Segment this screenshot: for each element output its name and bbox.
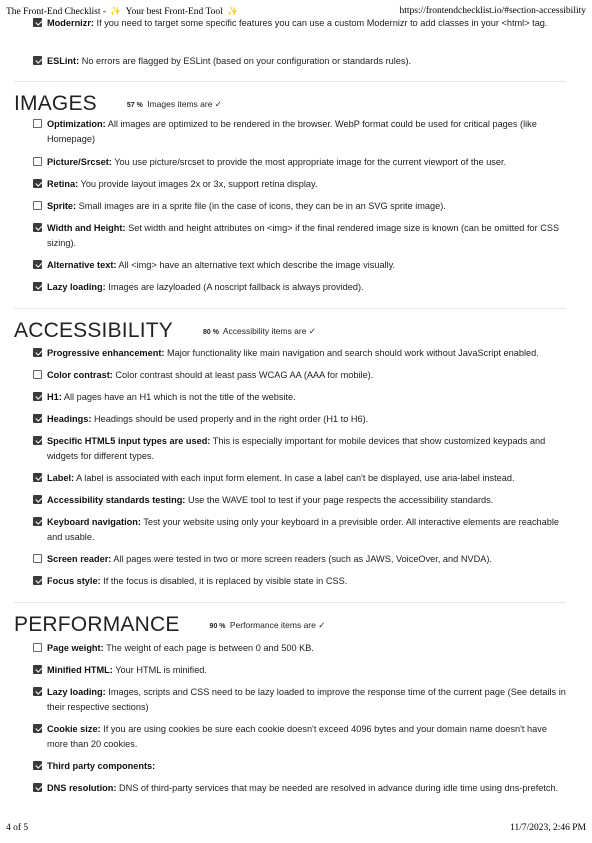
checklist-item: Retina: You provide layout images 2x or 3x, support retina display. xyxy=(14,177,566,192)
checklist-item: Label: A label is associated with each input form element. In case a label can't be displayed, use aria-label instead. xyxy=(14,471,566,486)
checklist-item: ESLint: No errors are flagged by ESLint (based on your configuration or standards rules). xyxy=(14,54,566,69)
section-title: ACCESSIBILITY xyxy=(14,319,173,342)
checklist-item: Lazy loading: Images, scripts and CSS need to be lazy loaded to improve the response time of the current page (See details in their respective sections) xyxy=(14,685,566,715)
checkbox[interactable] xyxy=(33,223,42,232)
checkbox[interactable] xyxy=(33,643,42,652)
checklist-item: H1: All pages have an H1 which is not the title of the website. xyxy=(14,390,566,405)
section-header-performance xyxy=(14,613,566,635)
checkbox[interactable] xyxy=(33,18,42,27)
checkbox[interactable] xyxy=(33,260,42,269)
print-datetime: 11/7/2023, 2:46 PM xyxy=(510,823,586,833)
checkbox[interactable] xyxy=(33,473,42,482)
checklist-item: Third party components: xyxy=(14,759,566,774)
document-title: The Front-End Checklist - ✨ Your best Front-End Tool ✨ xyxy=(6,5,239,17)
section-title: PERFORMANCE xyxy=(14,613,180,636)
checklist-item: Sprite: Small images are in a sprite file (in the case of icons, they can be in an SVG sprite image). xyxy=(14,199,566,214)
checkbox[interactable] xyxy=(33,370,42,379)
section-progress: 90 % Performance items are ✓ xyxy=(209,620,326,630)
checklist-item: Focus style: If the focus is disabled, it is replaced by visible state in CSS. xyxy=(14,574,566,589)
checkbox[interactable] xyxy=(33,282,42,291)
section-header-accessibility xyxy=(14,319,566,341)
sparkle-icon: ✨ xyxy=(227,5,239,16)
checklist-item: Picture/Srcset: You use picture/srcset to provide the most appropriate image for the current viewport of the user. xyxy=(14,155,566,170)
checkbox[interactable] xyxy=(33,56,42,65)
checklist-item: Progressive enhancement: Major functionality like main navigation and search should work without JavaScript enabled. xyxy=(14,346,566,361)
checklist-item: Specific HTML5 input types are used: This is especially important for mobile devices that show customized keypads and widgets for different types. xyxy=(14,434,566,464)
section-title: IMAGES xyxy=(14,92,97,115)
checkbox[interactable] xyxy=(33,495,42,504)
checklist-item: Accessibility standards testing: Use the WAVE tool to test if your page respects the accessibility standards. xyxy=(14,493,566,508)
checklist-item: Optimization: All images are optimized to be rendered in the browser. WebP format could be used for critical pages (like Homepage) xyxy=(14,117,566,147)
checklist-item: Headings: Headings should be used properly and in the right order (H1 to H6). xyxy=(14,412,566,427)
section-progress: 57 % Images items are ✓ xyxy=(126,99,222,109)
checkbox[interactable] xyxy=(33,665,42,674)
checkbox[interactable] xyxy=(33,201,42,210)
checklist-item: Keyboard navigation: Test your website using only your keyboard in a previsible order. All interactive elements are reachable and usable. xyxy=(14,515,566,545)
page-url: https://frontendchecklist.io/#section-accessibility xyxy=(399,6,586,16)
checklist-item: Width and Height: Set width and height attributes on <img> if the final rendered image size is known (can be omitted for CSS sizing). xyxy=(14,221,566,251)
checklist-item: DNS resolution: DNS of third-party services that may be needed are resolved in advance during idle time using dns-prefetch. xyxy=(14,781,566,811)
sparkle-icon: ✨ xyxy=(110,5,122,16)
checkbox[interactable] xyxy=(33,436,42,445)
checklist-content xyxy=(14,10,566,811)
checklist-item: Alternative text: All <img> have an alternative text which describe the image visually. xyxy=(14,258,566,273)
checkbox[interactable] xyxy=(33,687,42,696)
checkbox[interactable] xyxy=(33,179,42,188)
checkbox[interactable] xyxy=(33,783,42,792)
checkbox[interactable] xyxy=(33,724,42,733)
checklist-item: Cookie size: If you are using cookies be sure each cookie doesn't exceed 4096 bytes and your domain name doesn't have more than 20 cookies. xyxy=(14,722,566,752)
checkbox[interactable] xyxy=(33,414,42,423)
checkbox[interactable] xyxy=(33,392,42,401)
checklist-item: Page weight: The weight of each page is between 0 and 500 KB. xyxy=(14,641,566,656)
checklist-item: Color contrast: Color contrast should at least pass WCAG AA (AAA for mobile). xyxy=(14,368,566,383)
checkbox[interactable] xyxy=(33,348,42,357)
section-progress: 80 % Accessibility items are ✓ xyxy=(202,326,316,336)
checklist-item: Lazy loading: Images are lazyloaded (A noscript fallback is always provided). xyxy=(14,280,566,295)
checklist-item: Screen reader: All pages were tested in two or more screen readers (such as JAWS, VoiceOver, and NVDA). xyxy=(14,552,566,567)
checklist-item: Modernizr: If you need to target some specific features you can use a custom Modernizr to add classes in your <html> tag. xyxy=(14,16,566,46)
checkbox[interactable] xyxy=(33,554,42,563)
page-number: 4 of 5 xyxy=(6,823,29,833)
checklist-item: Minified HTML: Your HTML is minified. xyxy=(14,663,566,678)
print-footer xyxy=(6,821,586,835)
section-header-images xyxy=(14,92,566,114)
checkbox[interactable] xyxy=(33,157,42,166)
checkbox[interactable] xyxy=(33,576,42,585)
checkbox[interactable] xyxy=(33,517,42,526)
checkbox[interactable] xyxy=(33,119,42,128)
checkbox[interactable] xyxy=(33,761,42,770)
